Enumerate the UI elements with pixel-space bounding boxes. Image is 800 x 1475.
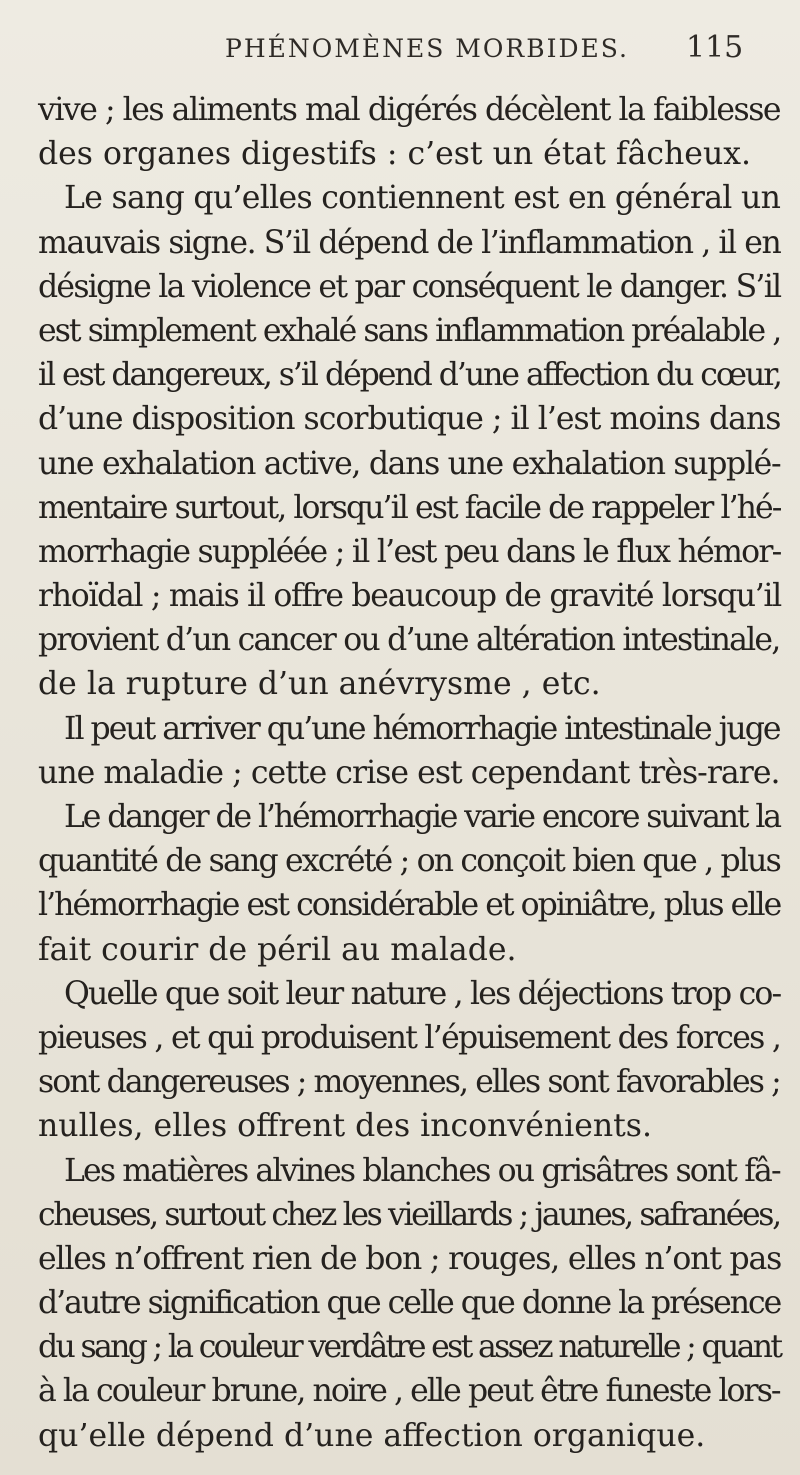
- text-line: provient d’un cancer ou d’une altération intestinale,: [38, 622, 780, 659]
- text-line: d’autre signification que celle que donne la présence: [38, 1285, 781, 1322]
- paragraph-start-line: Le danger de l’hémorrhagie varie encore suivant la: [64, 799, 780, 835]
- text-line: qu’elle dépend d’une affection organique.: [38, 1417, 706, 1454]
- paragraph-start-line: Quelle que soit leur nature , les déjections trop co-: [64, 975, 781, 1012]
- page-number: 115: [686, 30, 744, 65]
- text-line: d’une disposition scorbutique ; il l’est moins dans: [38, 401, 781, 438]
- text-line: elles n’offrent rien de bon ; rouges, elles n’ont pas: [38, 1240, 782, 1277]
- text-line: du sang ; la couleur verdâtre est assez naturelle ; quant: [38, 1329, 781, 1366]
- text-line: mentaire surtout, lorsqu’il est facile de rappeler l’hé-: [38, 489, 781, 526]
- text-line: des organes digestifs : c’est un état fâcheux.: [38, 136, 752, 173]
- text-line: sont dangereuses ; moyennes, elles sont favorables ;: [38, 1064, 780, 1101]
- text-line: une exhalation active, dans une exhalation supplé-: [38, 445, 781, 482]
- text-line: quantité de sang excrété ; on conçoit bien que , plus: [38, 843, 780, 880]
- paragraph-start-line: Le sang qu’elles contiennent est en général un: [64, 180, 781, 217]
- page-header: [0, 30, 800, 74]
- paragraph-start-line: Il peut arriver qu’une hémorrhagie intestinale juge: [64, 710, 780, 747]
- text-line: il est dangereux, s’il dépend d’une affection du cœur,: [38, 357, 781, 394]
- text-line: fait courir de péril au malade.: [38, 931, 517, 968]
- text-line: à la couleur brune, noire , elle peut être funeste lors-: [38, 1373, 780, 1410]
- text-line: morrhagie suppléée ; il l’est peu dans le flux hémor-: [38, 533, 781, 570]
- text-line: mauvais signe. S’il dépend de l’inflammation , il en: [38, 224, 781, 261]
- body-text: [38, 88, 780, 1458]
- text-line: de la rupture d’un anévrysme , etc.: [38, 666, 601, 703]
- text-line: cheuses, surtout chez les vieillards ; jaunes, safranées,: [38, 1196, 780, 1233]
- running-head: PHÉNOMÈNES MORBIDES.: [225, 34, 629, 63]
- text-line: est simplement exhalé sans inflammation préalable ,: [38, 312, 781, 349]
- text-line: l’hémorrhagie est considérable et opiniâtre, plus elle: [38, 887, 781, 924]
- text-line: pieuses , et qui produisent l’épuisement des forces ,: [38, 1019, 781, 1056]
- text-line: désigne la violence et par conséquent le danger. S’il: [38, 268, 781, 305]
- text-line: une maladie ; cette crise est cependant très-rare.: [38, 754, 780, 791]
- text-line: nulles, elles offrent des inconvénients.: [38, 1108, 652, 1145]
- text-line: vive ; les aliments mal digérés décèlent la faiblesse: [38, 92, 781, 128]
- paragraph-start-line: Les matières alvines blanches ou grisâtres sont fâ-: [64, 1152, 780, 1189]
- text-line: rhoïdal ; mais il offre beaucoup de gravité lorsqu’il: [38, 578, 781, 615]
